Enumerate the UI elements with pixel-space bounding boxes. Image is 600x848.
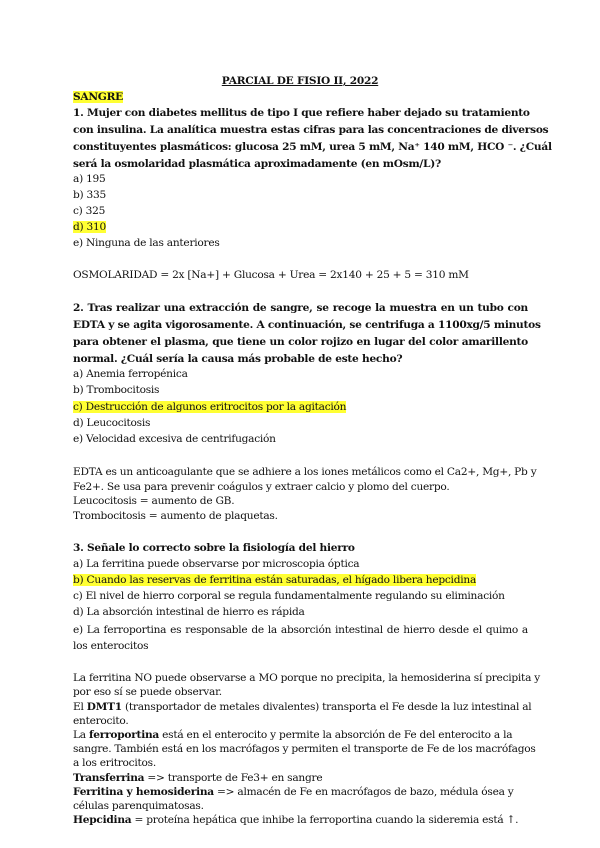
q3-option-e-cont: los enterocitos	[73, 640, 149, 652]
q2-option-b: b) Trombocitosis	[73, 384, 160, 396]
q1-option-a: a) 195	[73, 173, 106, 185]
q2-option-d: d) Leucocitosis	[73, 417, 151, 429]
q2-explanation-2: Fe2+. Se usa para prevenir coágulos y extraer calcio y plomo del cuerpo.	[73, 481, 450, 493]
q1-option-e: e) Ninguna de las anteriores	[73, 237, 220, 249]
q1-line-1: 1. Mujer con diabetes mellitus de tipo I que refiere haber dejado su tratamiento	[73, 107, 530, 119]
q2-line-4: normal. ¿Cuál sería la causa más probable de este hecho?	[73, 353, 403, 365]
q3-option-c: c) El nivel de hierro corporal se regula fundamentalmente regulando su eliminación	[73, 590, 505, 602]
q3-explanation-5: Ferritina y hemosiderina => almacén de Fe en macrófagos de bazo, médula ósea y	[73, 786, 514, 798]
q3-explanation-6: Hepcidina = proteína hepática que inhibe la ferroportina cuando la sideremia está ↑.	[73, 814, 519, 826]
q1-option-b: b) 335	[73, 189, 107, 201]
q2-explanation-1: EDTA es un anticoagulante que se adhiere a los iones metálicos como el Ca2+, Mg+, Pb y	[73, 466, 537, 478]
q3-option-b-correct: b) Cuando las reservas de ferritina están saturadas, el hígado libera hepcidina	[73, 574, 477, 586]
page-title: PARCIAL DE FISIO II, 2022	[221, 75, 379, 87]
q3-question: 3. Señale lo correcto sobre la fisiología del hierro	[73, 542, 355, 554]
q3-explanation-2b: enterocito.	[73, 715, 129, 727]
section-heading: SANGRE	[73, 91, 123, 103]
q3-explanation-3: La ferroportina está en el enterocito y permite la absorción de Fe del enterocito a la	[73, 729, 513, 741]
q2-explanation-3: Leucocitosis = aumento de GB.	[73, 495, 235, 507]
q3-explanation-4: Transferrina => transporte de Fe3+ en sangre	[73, 772, 323, 784]
q1-option-c: c) 325	[73, 205, 106, 217]
q2-line-3: para obtener el plasma, que tiene un color rojizo en lugar del color amarillento	[73, 336, 528, 348]
q1-explanation: OSMOLARIDAD = 2x [Na+] + Glucosa + Urea = 2x140 + 25 + 5 = 310 mM	[73, 269, 469, 281]
q2-explanation-4: Trombocitosis = aumento de plaquetas.	[73, 510, 278, 522]
q3-explanation-3b: sangre. También está en los macrófagos y permiten el transporte de Fe de los macrófagos	[73, 743, 536, 755]
q3-option-d: d) La absorción intestinal de hierro es rápida	[73, 606, 305, 618]
q3-explanation-2: El DMT1 (transportador de metales divalentes) transporta el Fe desde la luz intestinal al	[73, 701, 532, 713]
q1-line-2: con insulina. La analítica muestra estas cifras para las concentraciones de diversos	[73, 124, 549, 136]
q3-explanation-1b: por eso sí se puede observar.	[73, 686, 222, 698]
q2-line-2: EDTA y se agita vigorosamente. A continuación, se centrifuga a 1100xg/5 minutos	[73, 319, 541, 331]
q3-explanation-3c: a los eritrocitos.	[73, 757, 156, 769]
q3-explanation-1a: La ferritina NO puede observarse a MO porque no precipita, la hemosiderina sí precipita y	[73, 672, 540, 684]
q3-explanation-5b: células parenquimatosas.	[73, 800, 204, 812]
q1-line-3: constituyentes plasmáticos: glucosa 25 mM, urea 5 mM, Na⁺ 140 mM, HCO ⁻. ¿Cuál	[73, 141, 552, 153]
q2-option-c-correct: c) Destrucción de algunos eritrocitos por la agitación	[73, 401, 347, 413]
q2-option-e: e) Velocidad excesiva de centrifugación	[73, 433, 276, 445]
q3-option-a: a) La ferritina puede observarse por microscopia óptica	[73, 558, 360, 570]
q3-option-e: e) La ferroportina es responsable de la absorción intestinal de hierro desde el quimo a	[73, 624, 528, 636]
q1-option-d-correct: d) 310	[73, 221, 107, 233]
q2-line-1: 2. Tras realizar una extracción de sangre, se recoge la muestra en un tubo con	[73, 302, 528, 314]
q1-line-4: será la osmolaridad plasmática aproximadamente (en mOsm/L)?	[73, 158, 441, 170]
q2-option-a: a) Anemia ferropénica	[73, 368, 188, 380]
